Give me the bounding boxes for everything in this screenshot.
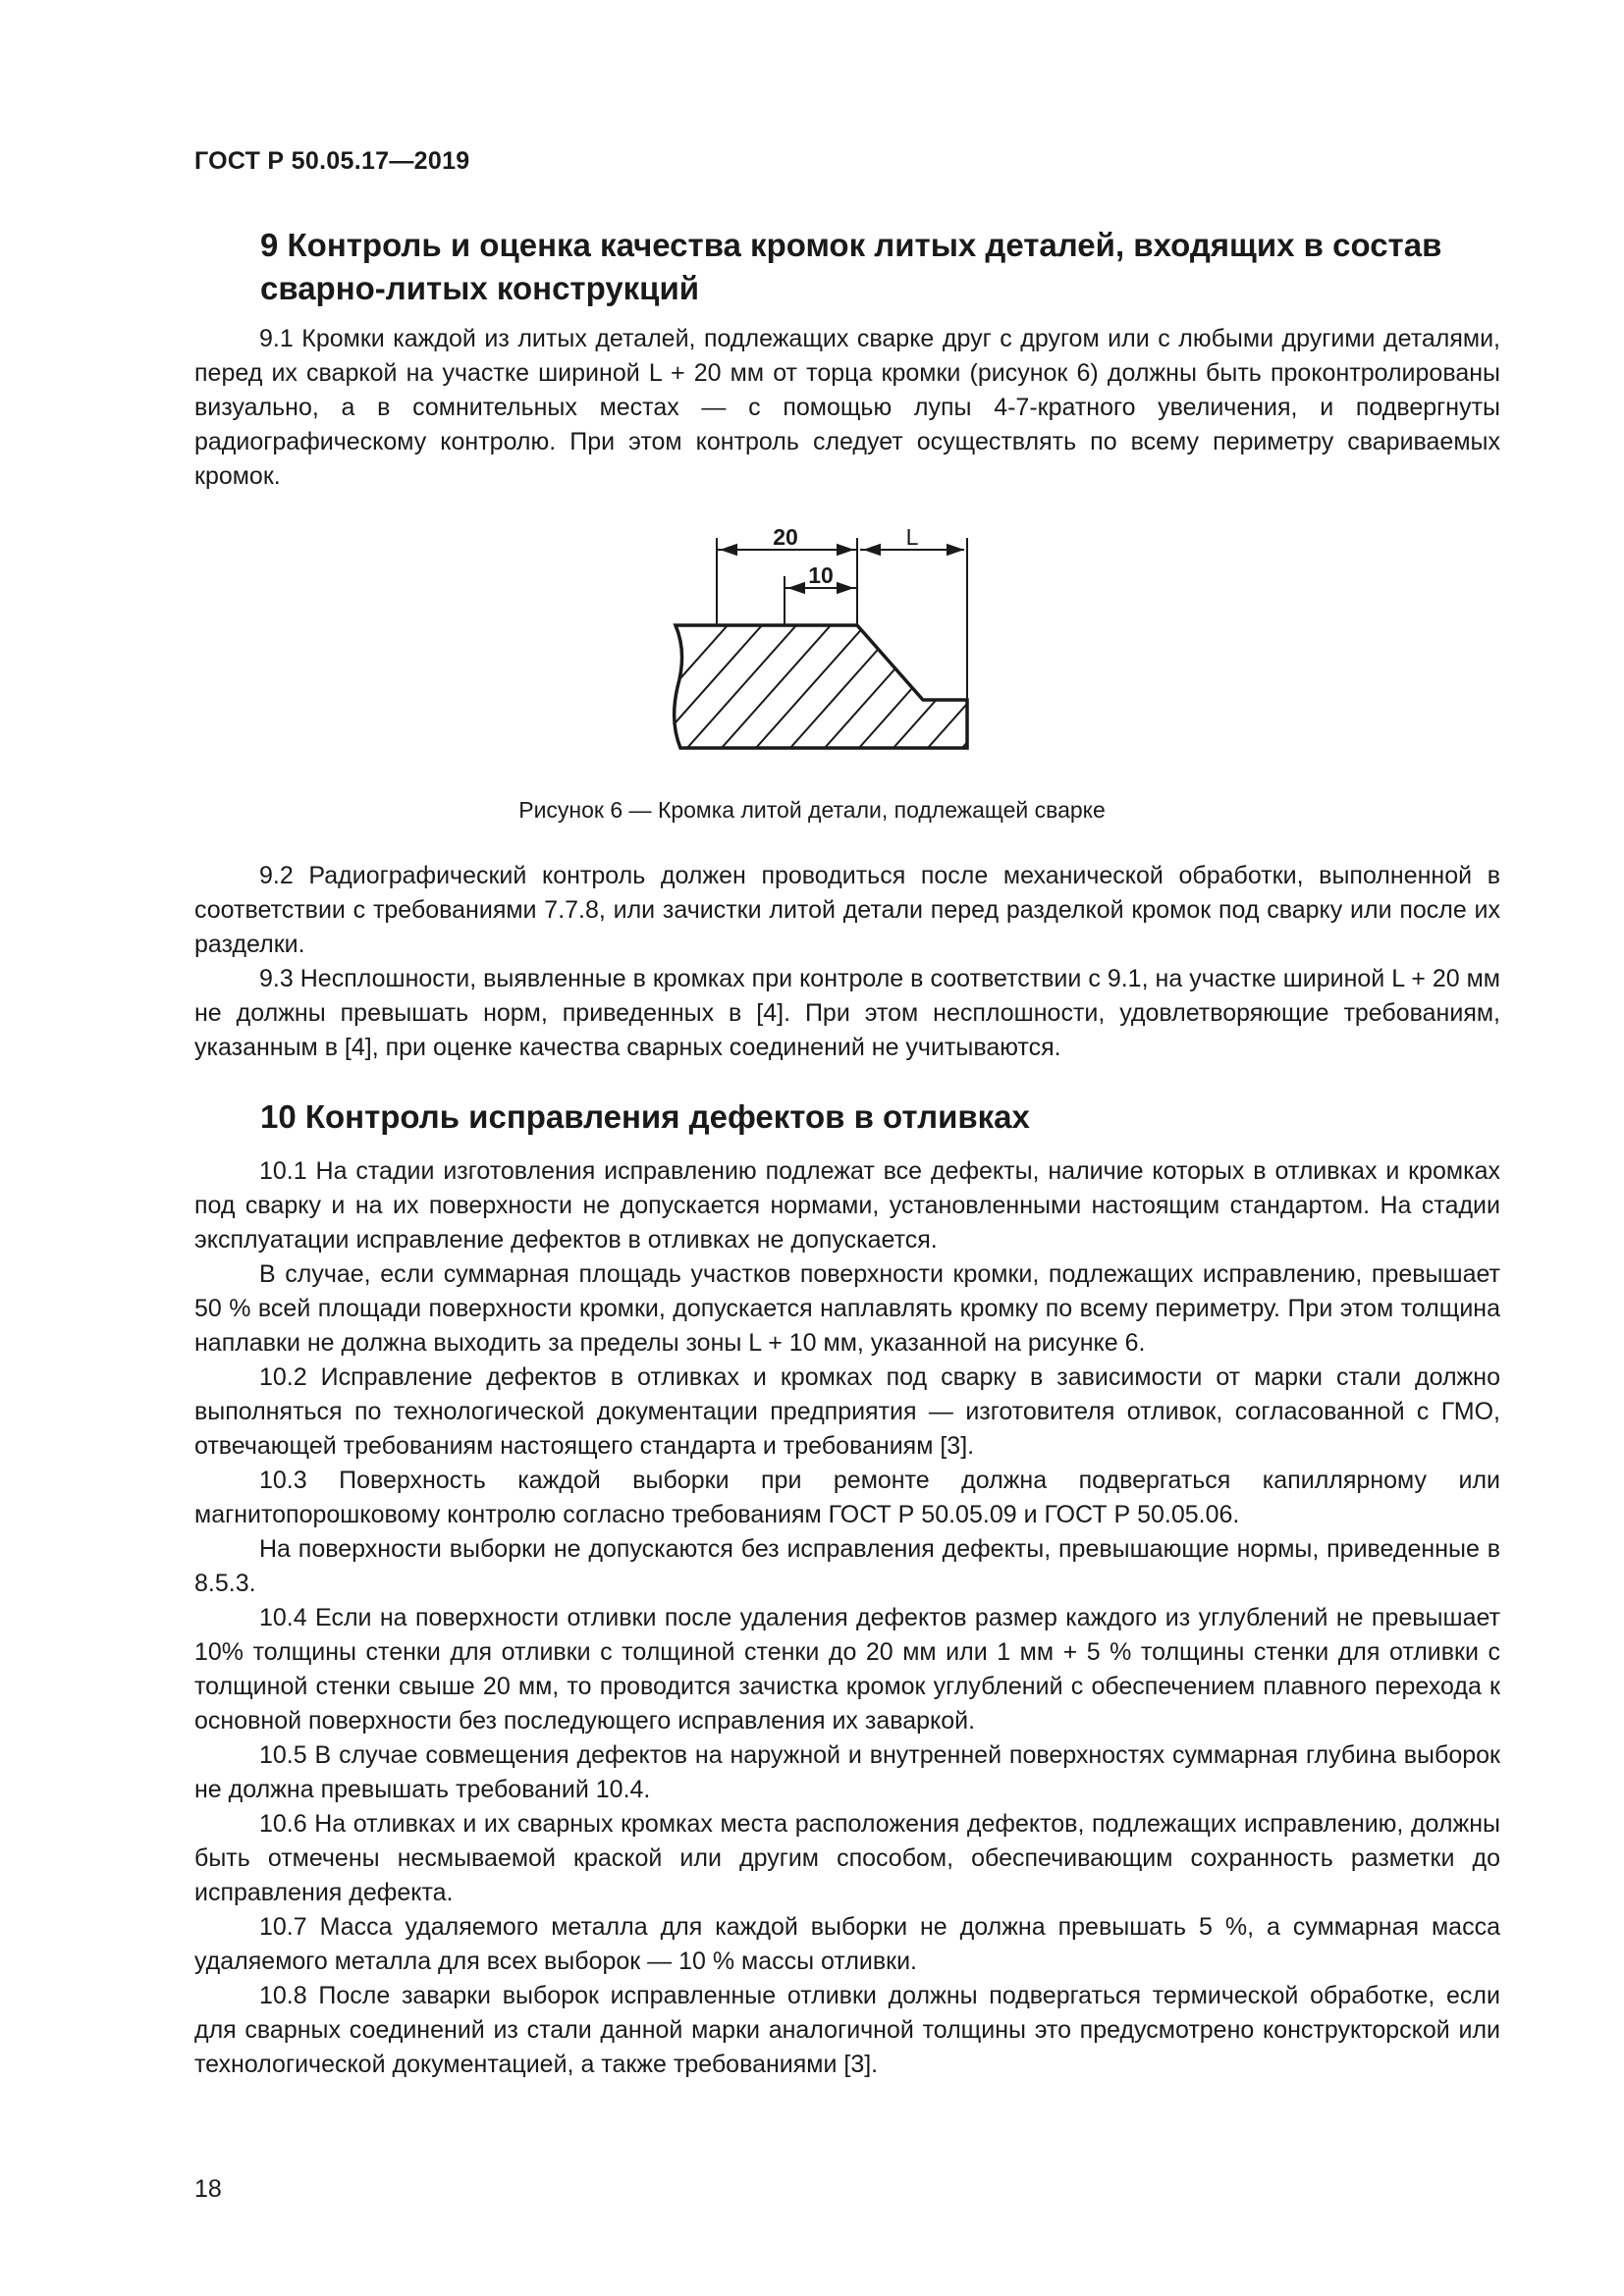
paragraph-10-4: 10.4 Если на поверхности отливки после удаления дефектов размер каждого из углублений не превышает 10% толщины стенки для отливки с толщиной стенки до 20 мм или 1 мм + 5 % толщины стенки для отливки с толщиной стенки свыше 20 мм, то проводится зачистка кромок углублений с обеспечением плавного перехода к основной поверхности без последующего исправления их заваркой. [194, 1604, 1500, 1735]
dim-label-L: L [905, 524, 919, 550]
figure-6-caption: Рисунок 6 — Кромка литой детали, подлежащей сварке [518, 797, 1106, 823]
paragraph-10-1: 10.1 На стадии изготовления исправлению подлежат все дефекты, наличие которых в отливках и кромках под сварку и на их поверхности не допускается нормами, установленными настоящим стандартом. На стадии эксплуатации исправление дефектов в отливках не допускается. [194, 1157, 1500, 1254]
paragraph-9-3: 9.3 Несплошности, выявленные в кромках при контроле в соответствии с 9.1, на участке шириной L + 20 мм не должны превышать норм, приведенных в [4]. При этом несплошности, удовлетворяющие требованиям, указанным в [4], при оценке качества сварных соединений не учитываются. [194, 965, 1500, 1061]
dim-label-20: 20 [773, 524, 798, 550]
page-number: 18 [194, 2175, 222, 2203]
section-10-body [194, 1154, 1500, 2082]
paragraph-9-2: 9.2 Радиографический контроль должен проводиться после механической обработки, выполненной в соответствии с требованиями 7.7.8, или зачистки литой детали перед разделкой кромок под сварку или после их разделки. [194, 862, 1500, 958]
paragraph-10-8: 10.8 После заварки выборок исправленные отливки должны подвергаться термической обработке, если для сварных соединений из стали данной марки аналогичной толщины это предусмотрено конструкторской или технологической документацией, а также требованиями [3]. [194, 1982, 1500, 2078]
paragraph-10-2: 10.2 Исправление дефектов в отливках и кромках под сварку в зависимости от марки стали должно выполняться по технологической документации предприятия — изготовителя отливок, согласованной с ГМО, отвечающей требованиям настоящего стандарта и требованиям [3]. [194, 1363, 1500, 1460]
dimension-lines [717, 538, 967, 700]
section-10-heading: 10 Контроль исправления дефектов в отливках [260, 1098, 1030, 1135]
paragraph-10-7: 10.7 Масса удаляемого металла для каждой выборки не должна превышать 5 %, а суммарная масса удаляемого металла для всех выборок — 10 % массы отливки. [194, 1913, 1500, 1975]
paragraph-10-1-cont: В случае, если суммарная площадь участков поверхности кромки, подлежащих исправлению, превышает 50 % всей площади поверхности кромки, допускается наплавлять кромку по всему периметру. При этом толщина наплавки не должна выходить за пределы зоны L + 10 мм, указанной на рисунке 6. [194, 1260, 1500, 1357]
paragraph-9-1: 9.1 Кромки каждой из литых деталей, подлежащих сварке друг с другом или с любыми другими деталями, перед их сваркой на участке шириной L + 20 мм от торца кромки (рисунок 6) должны быть проконтролированы визуально, а в сомнительных местах — с помощью лупы 4-7-кратного увеличения, и подвергнуты радиографическому контролю. При этом контроль следует осуществлять по всему периметру свариваемых кромок. [194, 325, 1500, 490]
paragraph-10-3: 10.3 Поверхность каждой выборки при ремонте должна подвергаться капиллярному или магнитопорошковому контролю согласно требованиям ГОСТ Р 50.05.09 и ГОСТ Р 50.05.06. [194, 1467, 1500, 1528]
paragraph-10-5: 10.5 В случае совмещения дефектов на наружной и внутренней поверхностях суммарная глубина выборок не должна превышать требований 10.4. [194, 1741, 1500, 1803]
paragraph-10-6: 10.6 На отливках и их сварных кромках места расположения дефектов, подлежащих исправлению, должны быть отмечены несмываемой краской или другим способом, обеспечивающим сохранность разметки до исправления дефекта. [194, 1810, 1500, 1906]
figure-6-edge-drawing [0, 0, 1624, 883]
section-9-heading: 9 Контроль и оценка качества кромок литых деталей, входящих в состав сварно-литых конструкций [260, 227, 1442, 306]
standard-header: ГОСТ Р 50.05.17—2019 [194, 147, 470, 175]
part-outline [675, 625, 967, 748]
section-9-body [194, 859, 1500, 1065]
paragraph-10-3-cont: На поверхности выборки не допускаются без исправления дефекты, превышающие нормы, приведенные в 8.5.3. [194, 1535, 1500, 1597]
dim-label-10: 10 [808, 562, 834, 588]
